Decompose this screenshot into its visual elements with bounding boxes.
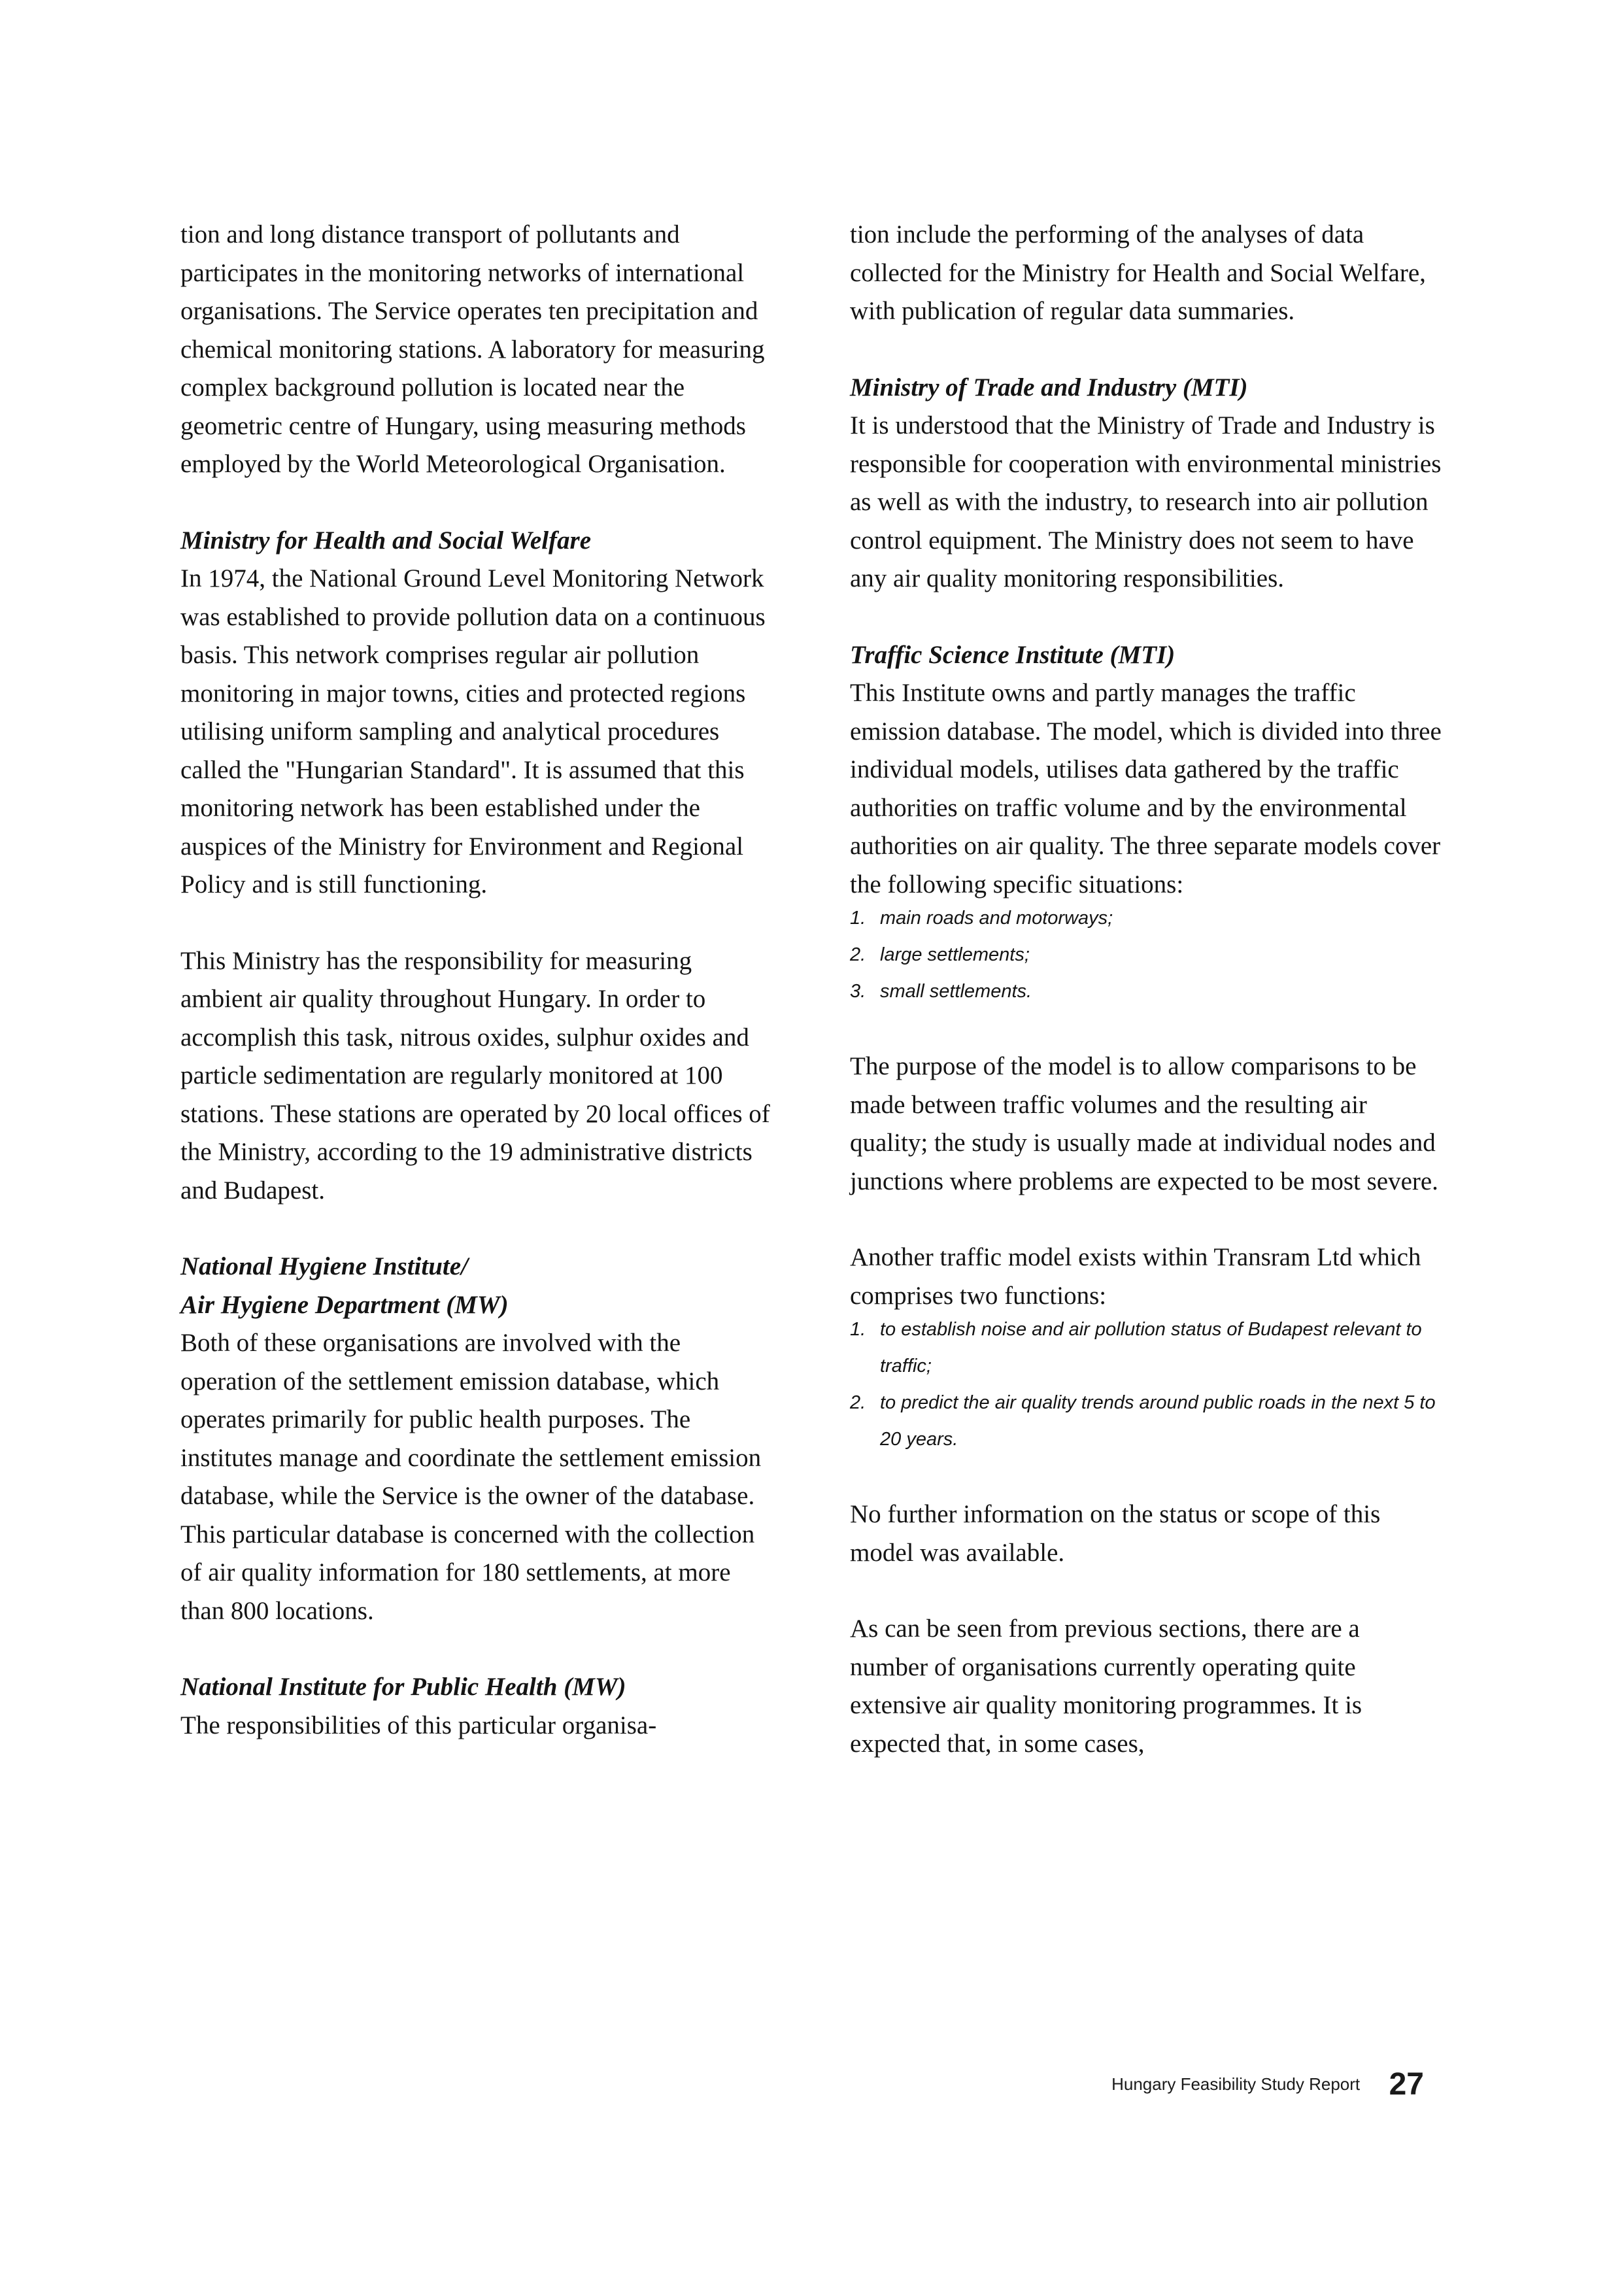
- section-heading-hygiene-institute-line1: National Hygiene Institute/: [180, 1252, 468, 1280]
- section-body-public-health: The responsibilities of this particular organisa-: [180, 1711, 657, 1739]
- right-paragraph-2: The purpose of the model is to allow comparisons to be made between traffic volumes and the resulting air quality; the study is usually made at individual nodes and junctions where problems are expected to be most severe.: [850, 1052, 1438, 1195]
- list-item-text: to establish noise and air pollution status of Budapest relevant to traffic;: [880, 1319, 1422, 1377]
- section-traffic-science: [850, 636, 1442, 904]
- section-hygiene-institute: [180, 1248, 772, 1630]
- section-body-health-welfare: In 1974, the National Ground Level Monitoring Network was established to provide pollution data on a continuous basis. This network comprises regular air pollution monitoring in major towns, cities and protected regions utilising uniform sampling and analytical procedures called the "Hungarian Standard". It is assumed that this monitoring network has been established under the auspices of the Ministry for Environment and Regional Policy and is still functioning.: [180, 564, 766, 898]
- list-item-number: 3.: [850, 981, 866, 1002]
- transram-functions-list: [850, 1311, 1442, 1458]
- section-heading-public-health: National Institute for Public Health (MW): [180, 1673, 626, 1701]
- section-body-trade-industry: It is understood that the Ministry of Trade and Industry is responsible for cooperation with environmental ministries as well as with the industry, to research into air pollution control equipment. The Ministry does not seem to have any air quality monitoring responsibilities.: [850, 411, 1442, 592]
- page-footer: [1111, 2066, 1424, 2102]
- right-column: [850, 216, 1442, 1801]
- section-heading-health-welfare: Ministry for Health and Social Welfare: [180, 526, 592, 555]
- section-trade-industry: [850, 369, 1442, 598]
- list-item-text: main roads and motorways;: [880, 908, 1113, 929]
- list-item: [850, 1311, 1442, 1384]
- section-health-welfare: [180, 522, 772, 904]
- section-heading-traffic-science: Traffic Science Institute (MTI): [850, 640, 1176, 669]
- list-item-number: 1.: [850, 908, 866, 929]
- section-heading-hygiene-institute-line2: Air Hygiene Department (MW): [180, 1290, 509, 1319]
- right-paragraph-5: As can be seen from previous sections, there are a number of organisations currently operating quite extensive air quality monitoring programmes. It is expected that, in some cases,: [850, 1615, 1362, 1758]
- list-item-number: 1.: [850, 1319, 866, 1340]
- section-public-health: [180, 1668, 772, 1745]
- section-heading-trade-industry: Ministry of Trade and Industry (MTI): [850, 373, 1248, 402]
- list-item-text: small settlements.: [880, 981, 1032, 1002]
- list-item-number: 2.: [850, 1392, 866, 1413]
- right-paragraph-3: Another traffic model exists within Transram Ltd which comprises two functions:: [850, 1243, 1421, 1310]
- list-item: [850, 936, 1442, 973]
- list-item-text: large settlements;: [880, 944, 1030, 965]
- list-item: [850, 1384, 1442, 1458]
- traffic-model-situations-list: [850, 900, 1442, 1010]
- page-number: 27: [1389, 2067, 1424, 2102]
- footer-report-title: Hungary Feasibility Study Report: [1111, 2074, 1361, 2094]
- left-paragraph-1: tion and long distance transport of pollutants and participates in the monitoring networks of international organisations. The Service operates ten precipitation and chemical monitoring stations. A laboratory for measuring complex background pollution is located near the geometric centre of Hungary, using measuring methods employed by the World Meteorological Organisation.: [180, 220, 765, 478]
- right-paragraph-1: tion include the performing of the analyses of data collected for the Ministry for Health and Social Welfare, with publication of regular data summaries.: [850, 220, 1426, 325]
- section-body-hygiene-institute: Both of these organisations are involved with the operation of the settlement emission database, which operates primarily for public health purposes. The institutes manage and coordinate the settlement emission database, while the Service is the owner of the database. This particular database is concerned with the collection of air quality information for 180 settlements, at more than 800 locations.: [180, 1329, 762, 1625]
- list-item: [850, 900, 1442, 936]
- section-body-traffic-science: This Institute owns and partly manages the traffic emission database. The model, which is divided into three individual models, utilises data gathered by the traffic authorities on traffic volume and by the environmental authorities on air quality. The three separate models cover the following specific situations:: [850, 679, 1442, 898]
- list-item-text: to predict the air quality trends around public roads in the next 5 to 20 years.: [880, 1392, 1436, 1450]
- right-paragraph-4: No further information on the status or scope of this model was available.: [850, 1500, 1381, 1567]
- left-paragraph-2: This Ministry has the responsibility for measuring ambient air quality throughout Hungary. In order to accomplish this task, nitrous oxides, sulphur oxides and particle sedimentation are regularly monitored at 100 stations. These stations are operated by 20 local offices of the Ministry, according to the 19 administrative districts and Budapest.: [180, 946, 770, 1205]
- left-column: [180, 216, 772, 1783]
- list-item-number: 2.: [850, 944, 866, 965]
- list-item: [850, 973, 1442, 1010]
